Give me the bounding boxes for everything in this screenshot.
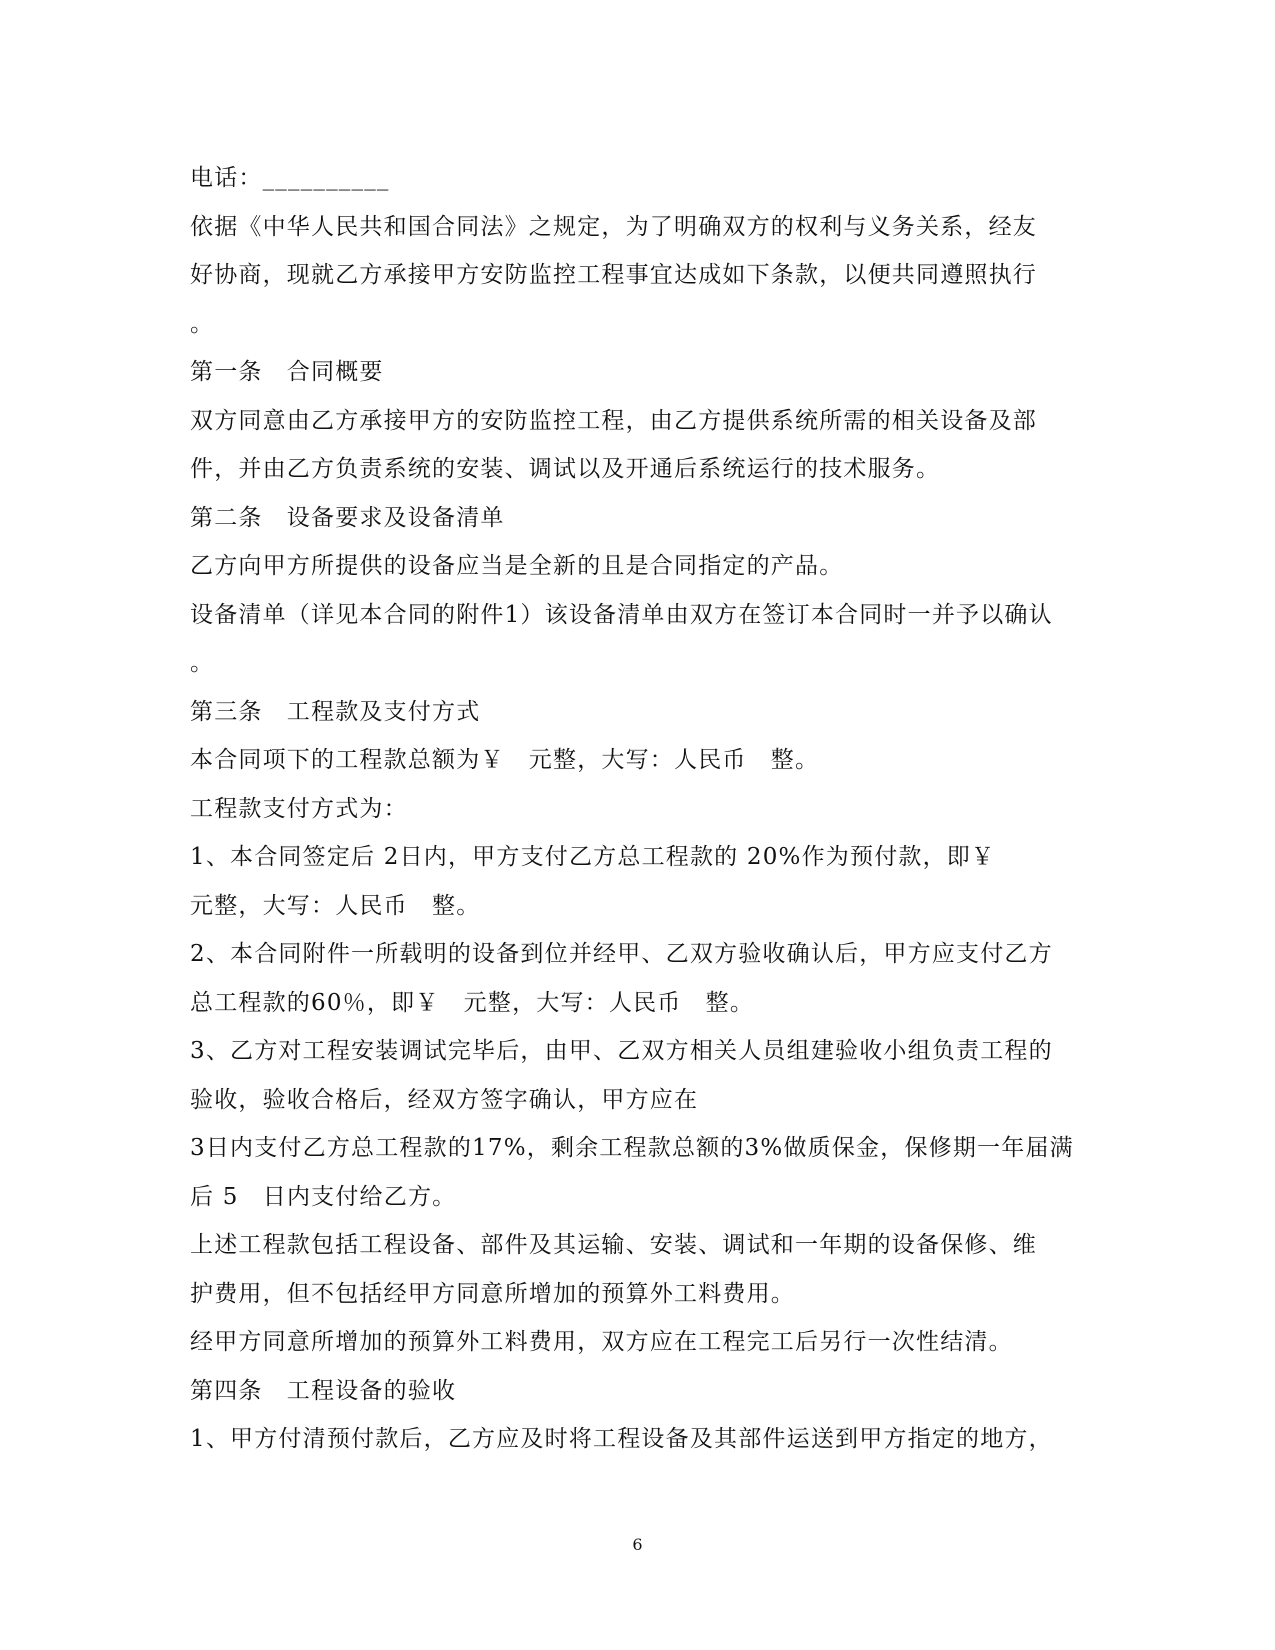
text-line: 3、乙方对工程安装调试完毕后，由甲、乙双方相关人员组建验收小组负责工程的 <box>190 1038 1053 1064</box>
text-line: 护费用，但不包括经甲方同意所增加的预算外工料费用。 <box>190 1280 795 1307</box>
text-line: 件，并由乙方负责系统的安装、调试以及开通后系统运行的技术服务。 <box>190 456 941 482</box>
phone-line: 电话：__________ <box>190 165 390 191</box>
text-line: 验收，验收合格后，经双方签字确认，甲方应在 <box>190 1086 699 1113</box>
text-line: 。 <box>190 650 215 676</box>
text-line: 好协商，现就乙方承接甲方安防监控工程事宜达成如下条款，以便共同遵照执行 <box>190 262 1037 288</box>
text-line: 设备清单（详见本合同的附件1）该设备清单由双方在签订本合同时一并予以确认 <box>190 601 1053 628</box>
section-heading-1: 第一条 合同概要 <box>190 359 384 385</box>
text-line: 总工程款的60％，即￥ 元整，大写：人民币 整。 <box>190 989 755 1016</box>
text-line: 双方同意由乙方承接甲方的安防监控工程，由乙方提供系统所需的相关设备及部 <box>190 407 1037 434</box>
text-line: 元整，大写：人民币 整。 <box>190 892 481 919</box>
page-number: 6 <box>632 1535 643 1554</box>
text-line: 1、甲方付清预付款后，乙方应及时将工程设备及其部件运送到甲方指定的地方， <box>190 1426 1053 1452</box>
contract-body <box>190 154 1090 1464</box>
text-line: 1、本合同签定后 2日内，甲方支付乙方总工程款的 20%作为预付款，即￥ <box>190 844 996 870</box>
text-line: 后 5 日内支付给乙方。 <box>190 1183 457 1210</box>
text-line: 。 <box>190 310 215 337</box>
text-line: 乙方向甲方所提供的设备应当是全新的且是合同指定的产品。 <box>190 553 844 579</box>
section-heading-3: 第三条 工程款及支付方式 <box>190 698 481 725</box>
text-line: 3日内支付乙方总工程款的17%，剩余工程款总额的3%做质保金，保修期一年届满 <box>190 1135 1074 1161</box>
section-heading-2: 第二条 设备要求及设备清单 <box>190 504 505 531</box>
text-line: 本合同项下的工程款总额为￥ 元整，大写：人民币 整。 <box>190 747 820 773</box>
section-heading-4: 第四条 工程设备的验收 <box>190 1377 457 1404</box>
text-line: 经甲方同意所增加的预算外工料费用，双方应在工程完工后另行一次性结清。 <box>190 1329 1013 1355</box>
text-line: 上述工程款包括工程设备、部件及其运输、安装、调试和一年期的设备保修、维 <box>190 1232 1037 1258</box>
text-line: 工程款支付方式为： <box>190 795 408 822</box>
text-line: 2、本合同附件一所载明的设备到位并经甲、乙双方验收确认后，甲方应支付乙方 <box>190 941 1053 967</box>
text-line: 依据《中华人民共和国合同法》之规定，为了明确双方的权利与义务关系，经友 <box>190 213 1037 240</box>
